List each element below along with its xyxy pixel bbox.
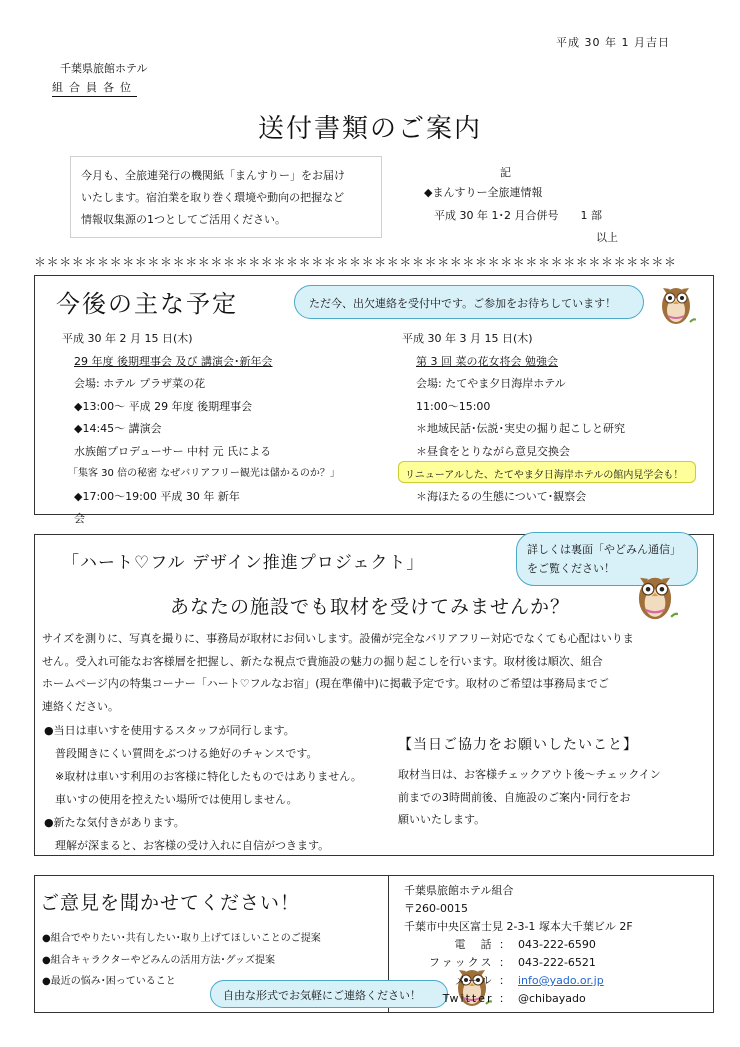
intro-line: 情報収集源の1つとしてご活用ください。	[81, 213, 286, 226]
bullet-item: 普段聞きにくい質問をぶつける絶好のチャンスです。	[44, 747, 318, 760]
event-speaker: 水族館プロデューサー 中村 元 氏による	[74, 444, 272, 458]
intro-line: いたします。宿泊業を取り巻く環境や動向の把握など	[81, 191, 345, 204]
heartful-bullets	[44, 719, 362, 857]
schedule-left	[62, 328, 340, 531]
event-item: ◆17:00～19:00 平成 30 年 新年	[74, 489, 240, 503]
sender-org: 千葉県旅館ホテル	[60, 62, 148, 75]
event-lecture: 「集客 30 倍の秘密 なぜバリアフリー観光は儲かるのか？」	[68, 468, 340, 479]
opinion-title: ご意見を聞かせてください！	[40, 892, 301, 914]
twitter-handle: @chibayado	[518, 992, 586, 1005]
bullet-item: ●新たな気付きがあります。	[44, 816, 185, 829]
tel-label: 電 話 ：	[454, 938, 512, 951]
event-name: 29 年度 後期理事会 及び 講演会･新年会	[74, 354, 273, 368]
event-date: 平成 30 年 3 月 15 日(木)	[402, 332, 533, 345]
bullet-item: 理解が深まると、お客様の受け入れに自信がつきます。	[44, 839, 330, 852]
request-line: 前までの3時間前後、自施設のご案内･同行をお	[398, 790, 631, 804]
separator: ＊＊＊＊＊＊＊＊＊＊＊＊＊＊＊＊＊＊＊＊＊＊＊＊＊＊＊＊＊＊＊＊＊＊＊＊＊＊＊＊＊＊＊＊＊＊＊＊＊＊＊	[34, 255, 677, 269]
contact-tel-row	[404, 936, 633, 954]
paragraph-line: ホームページ内の特集コーナー「ハート♡フルなお宿」(現在準備中)に掲載予定です。取材のご希望は事務局までご	[42, 677, 609, 690]
contact-mail-row	[404, 972, 633, 990]
bullet-item: ●当日は車いすを使用するスタッフが同行します。	[44, 724, 295, 737]
event-item: ◆13:00～ 平成 29 年度 後期理事会	[74, 399, 253, 413]
heartful-title: 「ハート♡フル デザイン推進プロジェクト」	[62, 553, 425, 573]
event-item-cont: 会	[74, 512, 85, 525]
contact-twitter-row	[404, 990, 633, 1008]
ki-mark: 記	[500, 166, 511, 179]
schedule-bubble: ただ今、出欠連絡を受付中です。ご参加をお待ちしています！	[294, 285, 644, 319]
intro-box	[70, 156, 382, 238]
request-line: 取材当日は、お客様チェックアウト後～チェックイン	[398, 768, 661, 781]
paragraph-line: サイズを測りに、写真を撮りに、事務局が取材にお伺いします。設備が完全なバリアフリー対応でなくても心配はいりま	[42, 632, 634, 645]
paragraph-line: せん。受入れ可能なお客様層を把握し、新たな視点で貴施設の魅力の掘り起こしを行います。取材後は順次、組合	[42, 654, 603, 668]
request-title: 【当日ご協力をお願いしたいこと】	[398, 737, 638, 753]
enclosure-item: ◆まんすりー全旅連情報	[424, 186, 543, 199]
list-item: ●最近の悩み･困っていること	[42, 976, 176, 987]
contact-zip: 〒260-0015	[404, 902, 468, 915]
bullet-item: ※取材は車いす利用のお客様に特化したものではありません。	[44, 770, 362, 783]
mail-link[interactable]: info@yado.or.jp	[518, 974, 604, 987]
schedule-title: 今後の主な予定	[56, 290, 238, 318]
event-item: ＊昼食をとりながら意見交換会	[416, 444, 570, 458]
enclosure-detail: 平成 30 年 1･2 月合併号 1 部	[434, 209, 602, 222]
owl-mascot-icon	[656, 278, 696, 328]
event-item: ＊海ほたるの生態について･観察会	[416, 489, 587, 503]
paragraph-line: 連絡ください。	[42, 699, 119, 713]
intro-line: 今月も、全旅連発行の機関紙「まんすりー」をお届け	[81, 169, 345, 182]
event-venue: 会場: ホテル プラザ菜の花	[74, 377, 206, 390]
heartful-subtitle: あなたの施設でも取材を受けてみませんか？	[169, 596, 570, 618]
bubble-line: 詳しくは裏面「やどみん通信」	[527, 543, 681, 556]
request-line: 願いいたします。	[398, 813, 486, 826]
list-item: ●組合でやりたい･共有したい･取り上げてほしいことのご提案	[42, 933, 321, 944]
bullet-item: 車いすの使用を控えたい場所では使用しません。	[44, 793, 298, 806]
contact-block	[404, 882, 633, 1008]
event-item: ＊地域民話･伝説･実史の掘り起こしと研究	[416, 422, 625, 435]
event-date: 平成 30 年 2 月 15 日(木)	[62, 332, 193, 345]
page-title: 送付書類のご案内	[257, 114, 482, 144]
document-date: 平成 30 年 1 月吉日	[556, 36, 670, 49]
contact-address: 千葉市中央区富士見 2-3-1 塚本大千葉ビル 2F	[404, 920, 633, 933]
event-time: 11:00～15:00	[416, 399, 491, 413]
heartful-paragraph	[42, 628, 702, 718]
fax-value: 043-222-6521	[518, 956, 596, 969]
mail-label: メール ：	[454, 974, 512, 987]
list-item: ●組合キャラクターやどみんの活用方法･グッズ提案	[42, 954, 276, 966]
event-item: ◆14:45～ 講演会	[74, 422, 162, 435]
recipients: 組合員各位	[52, 79, 137, 97]
fax-label: ファックス ：	[428, 956, 512, 969]
highlight-note: リニューアルした、たてやま夕日海岸ホテルの館内見学会も！	[398, 461, 696, 483]
contact-fax-row	[404, 954, 633, 972]
enclosure-end: 以上	[596, 231, 618, 244]
tel-value: 043-222-6590	[518, 938, 596, 951]
opinion-bubble: 自由な形式でお気軽にご連絡ください！	[210, 980, 448, 1008]
event-name: 第 3 回 菜の花女将会 勉強会	[416, 354, 558, 368]
bubble-line: をご覧ください！	[527, 562, 615, 575]
event-venue: 会場: たてやま夕日海岸ホテル	[416, 377, 566, 390]
request-body	[398, 764, 698, 832]
twitter-label: Twitter ：	[442, 992, 512, 1005]
contact-name: 千葉県旅館ホテル組合	[404, 884, 514, 897]
